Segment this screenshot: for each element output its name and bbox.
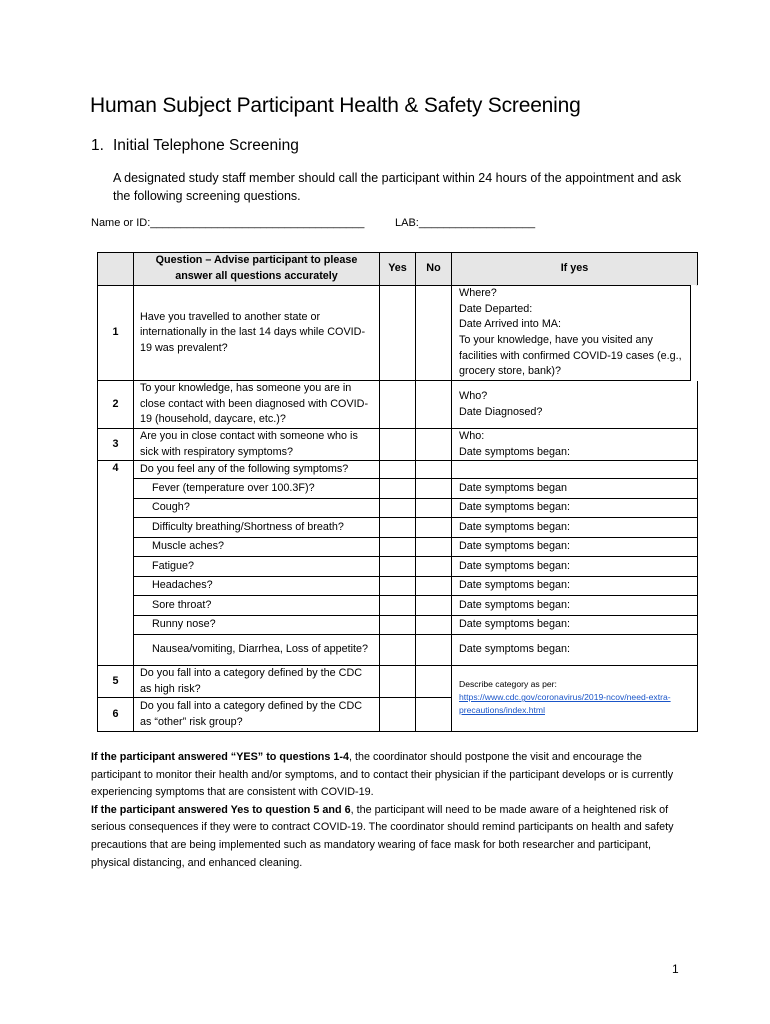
section-title: Initial Telephone Screening [113,137,299,154]
describe-category-label: Describe category as per: [459,679,557,690]
if-yes-cell[interactable] [452,286,698,381]
no-cell[interactable] [416,286,452,381]
symptom-label: Nausea/vomiting, Diarrhea, Loss of appetite? [134,635,380,666]
table-row-q3 [98,429,698,461]
question-number: 5 [98,666,134,698]
symptom-label: Sore throat? [134,596,380,616]
question-text: Do you feel any of the following symptoms? [134,461,380,479]
yes-cell[interactable] [380,381,416,429]
page-title: Human Subject Participant Health & Safety Screening [90,94,581,117]
question-text: Do you fall into a category defined by the CDC as “other” risk group? [134,698,380,732]
if-yes-cell[interactable] [452,429,698,461]
note-text: , the participant will need to be made aware of a heightened risk of serious consequences if they were to contract COVID-19. The coordinator should remind participants on health and safety precautions that are being implemented such as mandatory wearing of face mask for both researcher and participant, physical distancing, and enhanced cleaning. [91,803,674,869]
no-cell[interactable] [416,615,452,635]
symptom-row [98,635,698,666]
question-text: Have you travelled to another state or internationally in the last 14 days while COVID-19 was prevalent? [134,286,380,381]
no-cell[interactable] [416,498,452,518]
table-header-row [98,253,698,286]
symptom-row [98,537,698,557]
no-cell[interactable] [416,557,452,577]
no-cell[interactable] [416,537,452,557]
symptom-date[interactable]: Date symptoms began [452,479,698,499]
symptom-date[interactable]: Date symptoms began: [452,576,698,596]
note-emphasis: If the participant answered “YES” to questions 1-4 [91,751,349,763]
yes-cell[interactable] [380,557,416,577]
symptom-row [98,498,698,518]
header-question: Question – Advise participant to please answer all questions accurately [134,253,380,286]
header-yes: Yes [380,253,416,286]
symptom-date[interactable]: Date symptoms began: [452,557,698,577]
no-cell[interactable] [416,381,452,429]
question-text: Do you fall into a category defined by the CDC as high risk? [134,666,380,698]
cdc-link[interactable]: https://www.cdc.gov/coronavirus/2019-ncov/need-extra-precautions/index.html [459,692,671,716]
name-or-id-field[interactable]: Name or ID:___________________________________ [91,217,365,229]
symptom-date[interactable]: Date symptoms began: [452,635,698,666]
note-text: , the coordinator should postpone the visit and encourage the participant to monitor their health and/or symptoms, and to contact their physician if the participant develops or is currently experiencing symptoms that are consistent with COVID-19. [91,751,674,799]
symptom-label: Fever (temperature over 100.3F)? [134,479,380,499]
symptom-date[interactable]: Date symptoms began: [452,518,698,538]
if-yes-line: To your knowledge, have you visited any facilities with confirmed COVID-19 cases (e.g., grocery store, bank)? [459,334,682,378]
yes-cell[interactable] [380,576,416,596]
if-yes-line: Who? [459,389,488,402]
no-cell[interactable] [416,518,452,538]
symptom-row [98,479,698,499]
header-if-yes: If yes [452,253,698,286]
no-cell[interactable] [416,698,452,732]
no-cell[interactable] [416,576,452,596]
symptom-label: Runny nose? [134,615,380,635]
yes-cell[interactable] [380,461,416,479]
symptom-row [98,596,698,616]
question-text: Are you in close contact with someone who is sick with respiratory symptoms? [134,429,380,461]
no-cell[interactable] [416,429,452,461]
symptom-row [98,518,698,538]
yes-cell[interactable] [380,429,416,461]
symptom-label: Headaches? [134,576,380,596]
if-yes-line: Who: [459,430,485,442]
question-number: 1 [98,286,134,381]
yes-cell[interactable] [380,498,416,518]
header-no: No [416,253,452,286]
page-number: 1 [672,962,679,976]
no-cell[interactable] [416,635,452,666]
symptom-row [98,615,698,635]
if-yes-cell[interactable] [452,381,698,429]
if-yes-line: Where? [459,287,497,300]
yes-cell[interactable] [380,698,416,732]
table-row-q1 [98,286,698,381]
section-number: 1. [91,137,104,154]
question-number: 4 [98,461,134,666]
instructions [91,749,691,872]
yes-cell[interactable] [380,615,416,635]
header-number [98,253,134,286]
if-yes-line: Date Arrived into MA: [459,318,562,331]
symptom-date[interactable]: Date symptoms began: [452,596,698,616]
lab-field[interactable]: LAB:___________________ [395,217,536,229]
symptom-label: Fatigue? [134,557,380,577]
if-yes-cell[interactable] [452,461,698,479]
table-row-q4 [98,461,698,479]
symptom-date[interactable]: Date symptoms began: [452,615,698,635]
question-number: 6 [98,698,134,732]
yes-cell[interactable] [380,666,416,698]
section-heading [91,137,299,155]
note-emphasis: If the participant answered Yes to question 5 and 6 [91,803,351,816]
symptom-date[interactable]: Date symptoms began: [452,498,698,518]
form-fields [91,217,536,229]
question-number: 2 [98,381,134,429]
yes-cell[interactable] [380,537,416,557]
symptom-date[interactable]: Date symptoms began: [452,537,698,557]
no-cell[interactable] [416,666,452,698]
if-yes-cell[interactable] [452,666,698,732]
no-cell[interactable] [416,596,452,616]
no-cell[interactable] [416,461,452,479]
symptom-row [98,557,698,577]
note-yes-5-6 [91,802,691,872]
symptom-label: Difficulty breathing/Shortness of breath? [134,518,380,538]
question-text: To your knowledge, has someone you are in close contact with been diagnosed with COVID-19 (household, daycare, etc.)? [134,381,380,429]
if-yes-line: Date Diagnosed? [459,405,543,418]
yes-cell[interactable] [380,479,416,499]
symptom-label: Cough? [134,498,380,518]
question-number: 3 [98,429,134,461]
yes-cell[interactable] [380,286,416,381]
table-row-q2 [98,381,698,429]
yes-cell[interactable] [380,518,416,538]
table-row-q5 [98,666,698,698]
if-yes-line: Date symptoms began: [459,445,571,458]
if-yes-line: Date Departed: [459,302,533,315]
no-cell[interactable] [416,479,452,499]
intro-text: A designated study staff member should call the participant within 24 hours of the appointment and ask the following screening questions. [113,171,682,203]
yes-cell[interactable] [380,635,416,666]
yes-cell[interactable] [380,596,416,616]
symptom-label: Muscle aches? [134,537,380,557]
note-yes-1-4 [91,749,691,802]
screening-table [97,252,705,732]
symptom-row [98,576,698,596]
